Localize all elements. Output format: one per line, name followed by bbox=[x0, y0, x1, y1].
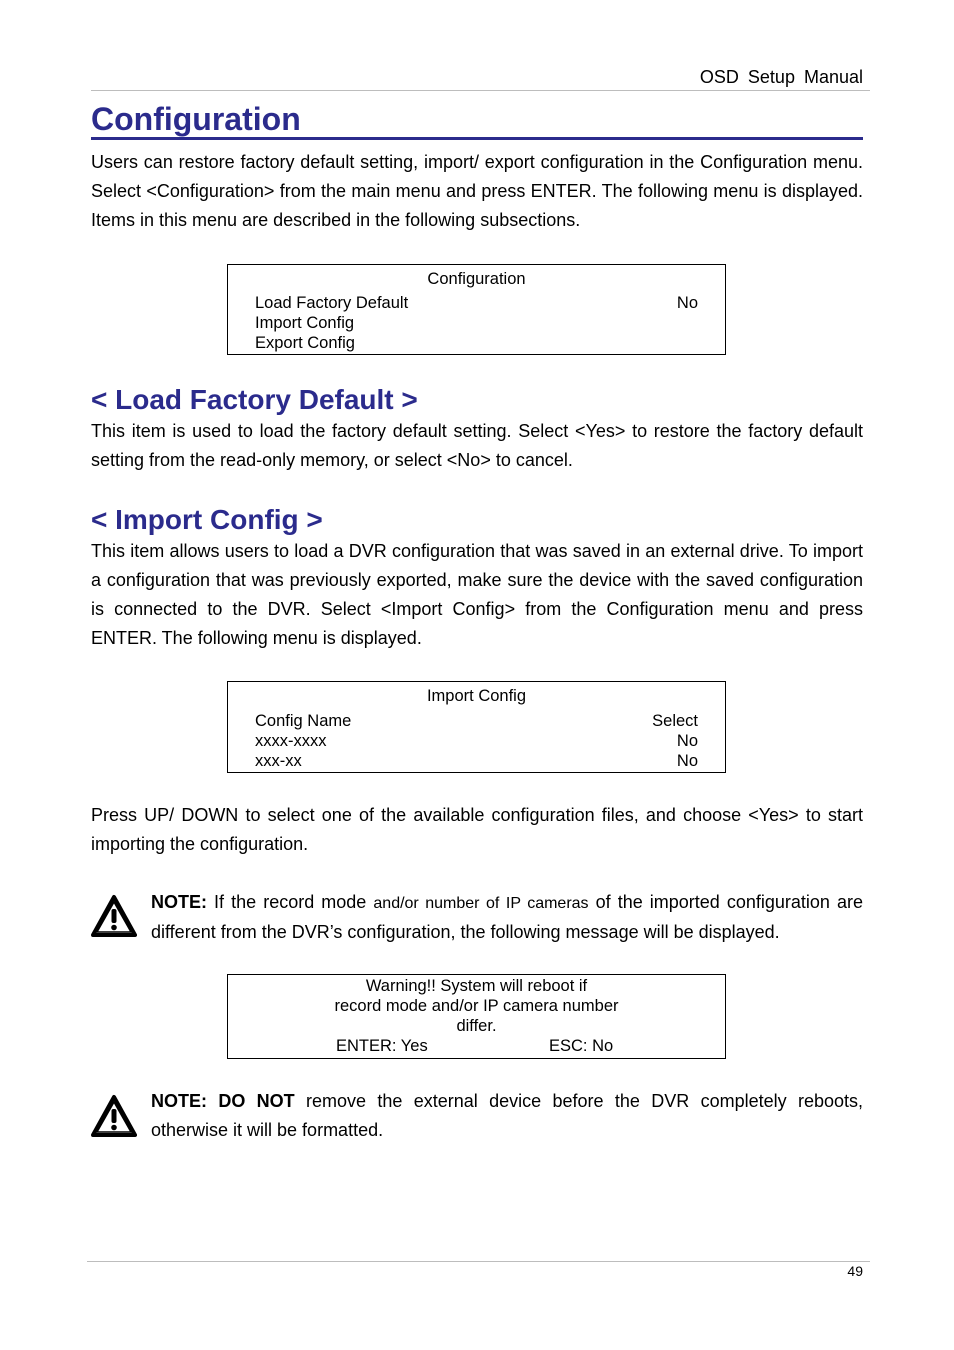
menu-row-import-config: Import Config bbox=[255, 314, 355, 332]
footer-rule bbox=[87, 1261, 870, 1262]
warning-triangle-icon bbox=[91, 894, 137, 938]
enter-yes-option: ENTER: Yes bbox=[336, 1037, 428, 1055]
esc-no-option: ESC: No bbox=[549, 1037, 614, 1055]
section-heading-load-factory-default: < Load Factory Default > bbox=[91, 384, 418, 415]
menu-row-export-config: Export Config bbox=[255, 334, 355, 352]
running-header: OSD Setup Manual bbox=[699, 67, 863, 87]
warning-message-box bbox=[227, 974, 726, 1059]
intro-paragraph: Users can restore factory default setting, import/ export configuration in the Configuration menu. Select <Configuration> from the main menu and press ENTER. The following menu is displayed. Items in this menu are described in the following subsections. bbox=[91, 152, 863, 230]
import-config-paragraph: This item allows users to load a DVR configuration that was saved in an external drive. To import a configuration that was previously exported, make sure the device with the saved configuration is connected to the DVR. Select <Import Config> from the Configuration menu and press ENTER. The following menu is displayed. bbox=[91, 541, 863, 648]
warning-options bbox=[228, 1036, 725, 1056]
load-factory-paragraph: This item is used to load the factory default setting. Select <Yes> to restore the factory default setting from the read-only memory, or select <No> to cancel. bbox=[91, 421, 863, 470]
note-record-mode: NOTE: If the record mode and/or number of IP cameras of the imported configuration are different from the DVR’s configuration, the following message will be displayed. bbox=[151, 892, 864, 942]
instruction-paragraph: Press UP/ DOWN to select one of the available configuration files, and choose <Yes> to start importing the configuration. bbox=[91, 805, 863, 854]
warning-line: Warning!! System will reboot if bbox=[365, 977, 588, 995]
warning-triangle-icon bbox=[91, 1094, 137, 1138]
menu-header-row: Config Name Select bbox=[255, 712, 698, 730]
import-config-menu-box bbox=[227, 681, 726, 773]
section-heading-import-config: < Import Config > bbox=[91, 504, 323, 535]
menu-title: Import Config bbox=[426, 687, 527, 705]
configuration-menu-box bbox=[227, 264, 726, 355]
warning-line: record mode and/or IP camera number bbox=[334, 997, 619, 1015]
menu-row-config-file: xxxx-xxxx No bbox=[255, 732, 698, 750]
note-do-not-remove: NOTE: DO NOT remove the external device before the DVR completely reboots, otherwise it will be formatted. bbox=[151, 1091, 863, 1140]
header-rule bbox=[91, 90, 870, 91]
warning-line: differ. bbox=[456, 1017, 497, 1035]
page-title: Configuration bbox=[91, 100, 863, 140]
page-number: 49 bbox=[847, 1263, 863, 1279]
menu-title: Configuration bbox=[427, 270, 526, 288]
menu-row-config-file: xxx-xx No bbox=[255, 752, 698, 770]
menu-row-load-factory-default: Load Factory Default No bbox=[255, 294, 698, 312]
